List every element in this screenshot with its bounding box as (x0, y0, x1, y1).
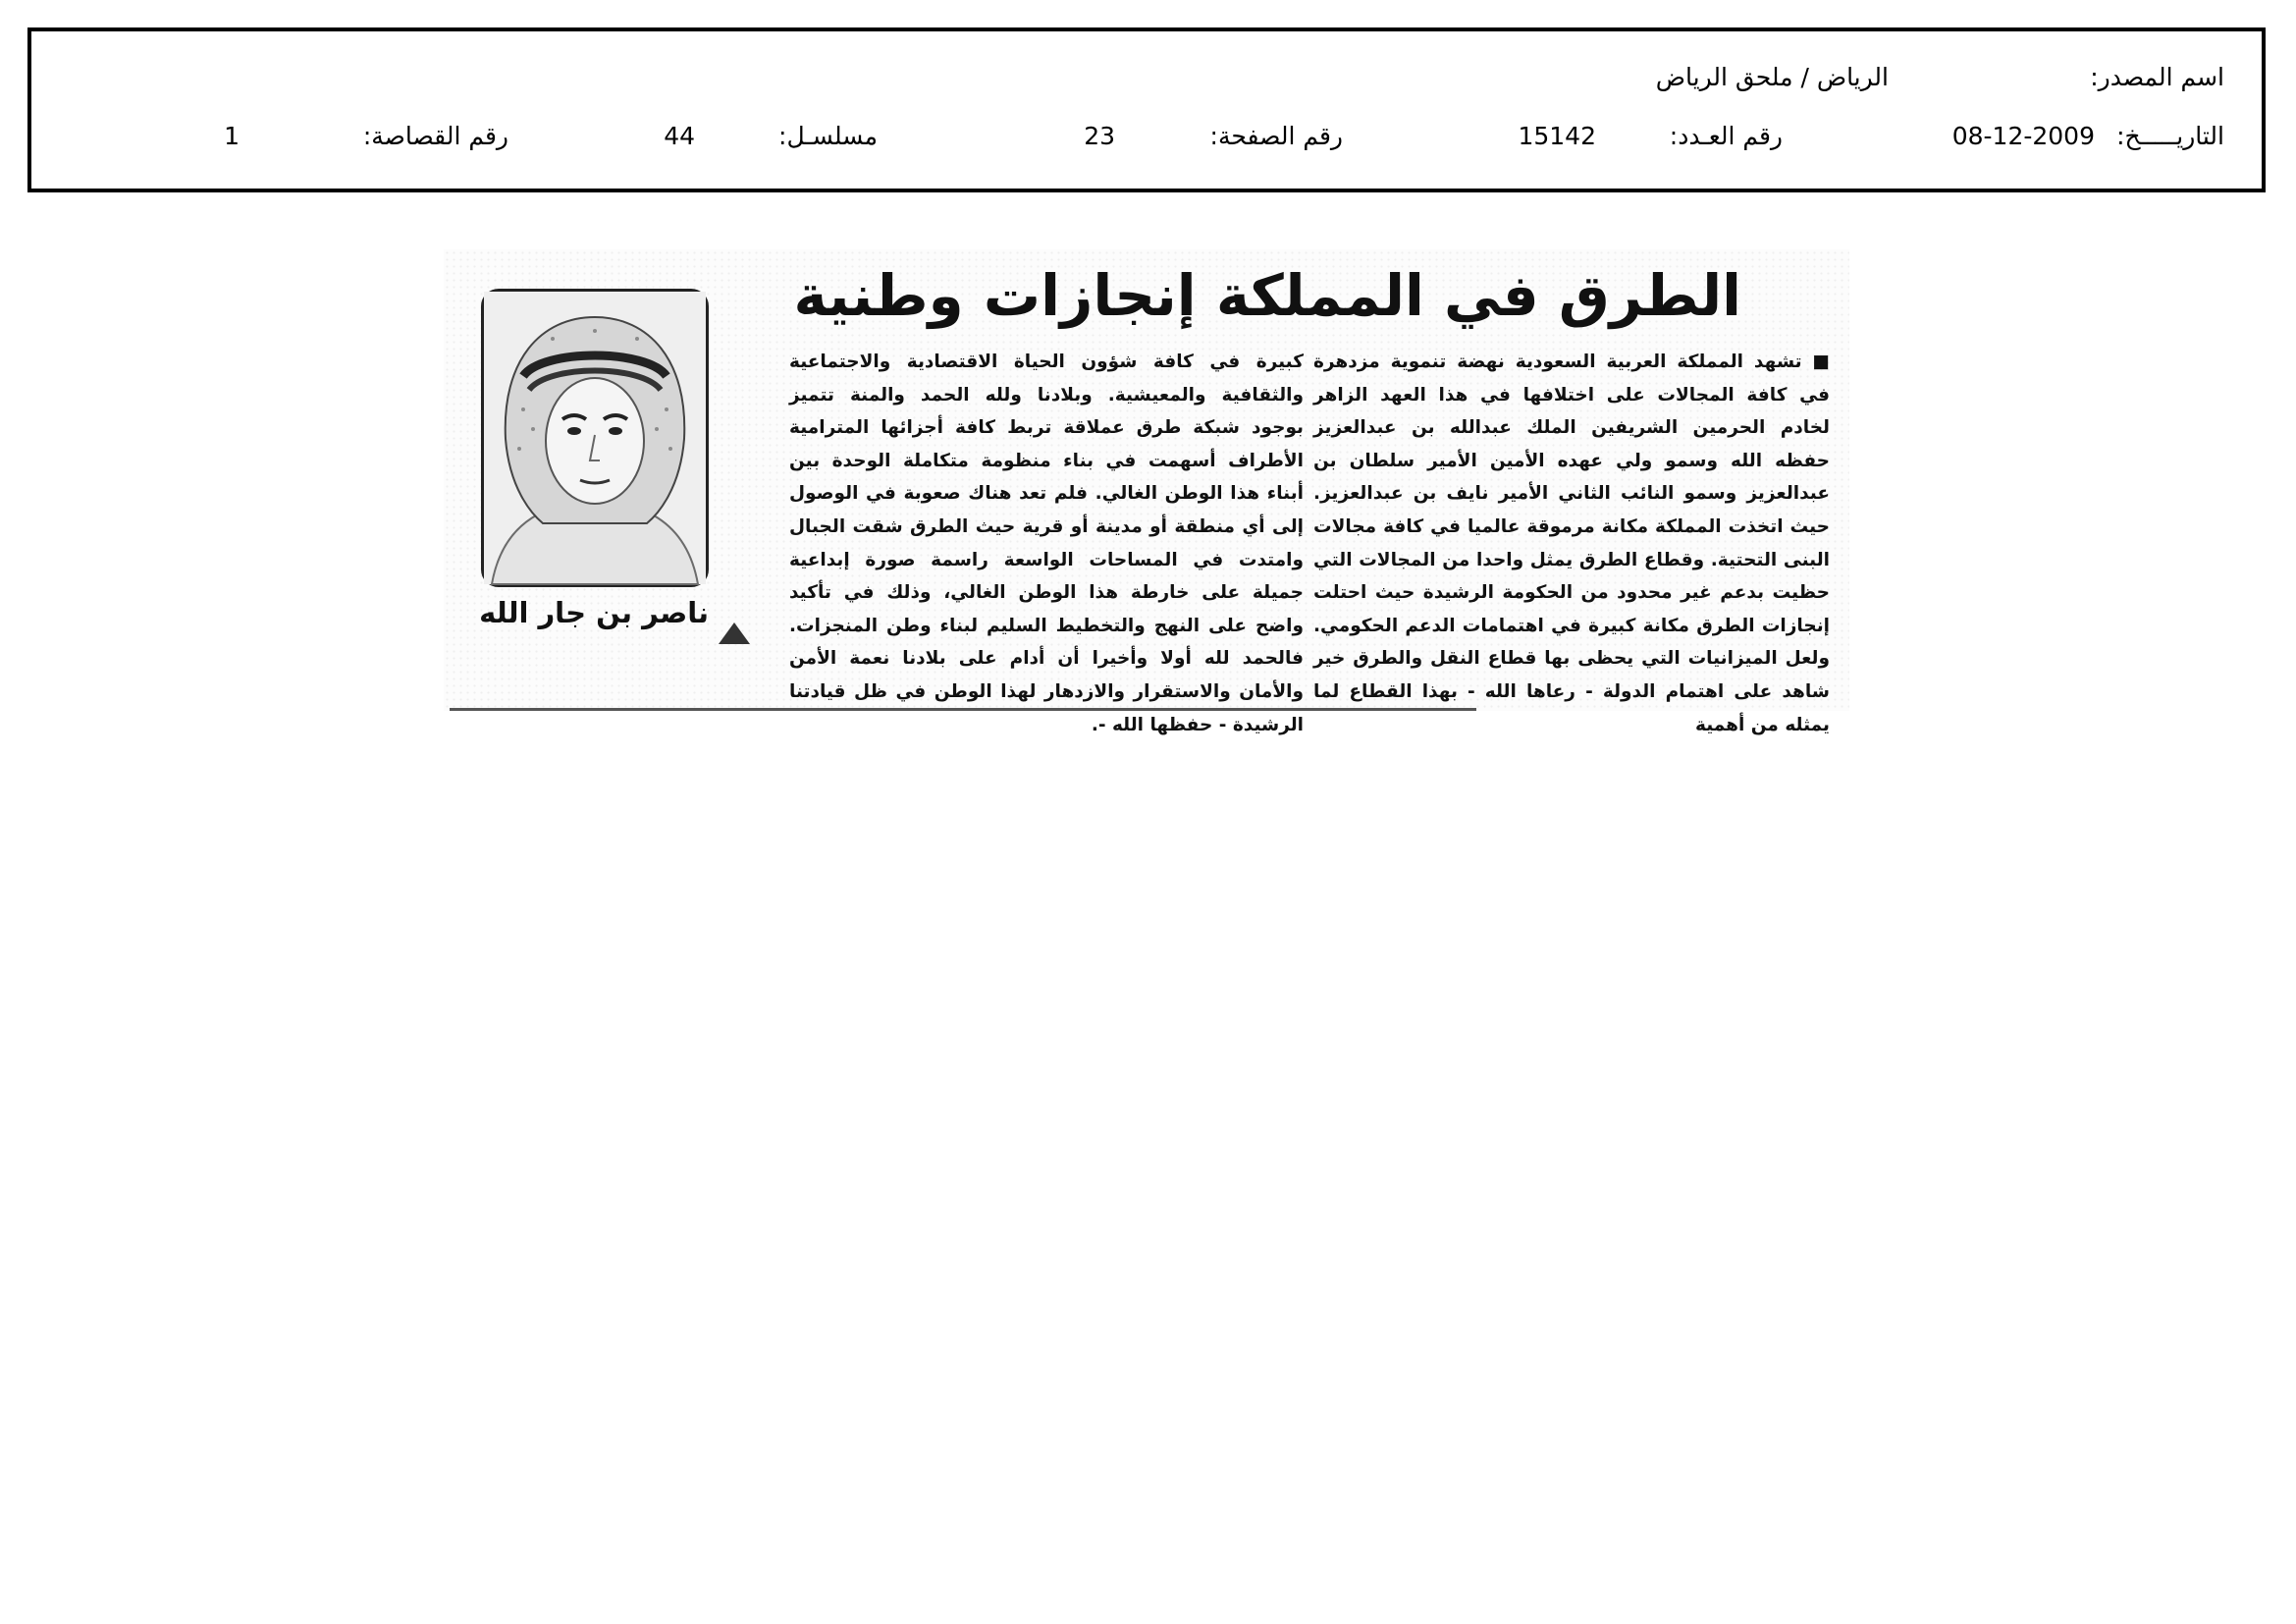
author-photo (481, 289, 709, 587)
issue-label: رقم العـدد: (1669, 122, 1783, 150)
date-label: التاريـــــخ: (2116, 122, 2224, 150)
clipping-bottom-rule (450, 708, 1476, 711)
article-column-2: كبيرة في كافة شؤون الحياة الاقتصادية والاجتماعية والثقافية والمعيشية. وبلادنا ولله الحمد والمنة تتميز بوجود شبكة طرق عملاقة تربط كافة أجزائها المترامية الأطراف أسهمت في بناء منظومة متكاملة الوحدة بين أبناء هذا الوطن الغالي. فلم تعد هناك صعوبة في الوصول إلى أي منطقة أو مدينة أو قرية حيث الطرق شقت الجبال وامتدت في المساحات الواسعة راسمة صورة إبداعية جميلة على خارطة هذا الوطن الغالي، وذلك في تأكيد واضح على النهج والتخطيط السليم لبناء وطن المنجزات. فالحمد لله أولا وأخيرا أن أدام على بلادنا نعمة الأمن والأمان والاستقرار والازدهار لهذا الوطن في ظل قيادتنا الرشيدة - حفظها الله -. (789, 352, 1304, 735)
clip-number-label: رقم القصاصة: (362, 122, 508, 150)
source-value: الرياض / ملحق الرياض (1655, 63, 1889, 91)
article-column-1: ■ تشهد المملكة العربية السعودية نهضة تنموية مزدهرة في كافة المجالات على اختلافها في هذا العهد الزاهر لخادم الحرمين الشريفين الملك عبدالله بن عبدالعزيز حفظه الله وسمو ولي عهده الأمين الأمير سلطان بن عبدالعزيز وسمو النائب الثاني الأمير نايف بن عبدالعزيز. حيث اتخذت المملكة مكانة مرموقة عالميا في كافة مجالات البنى التحتية. وقطاع الطرق يمثل واحدا من المجالات التي حظيت بدعم غير محدود من الحكومة الرشيدة حيث احتلت إنجازات الطرق مكانة كبيرة في اهتمامات الدعم الحكومي. ولعل الميزانيات التي يحظى بها قطاع النقل والطرق خير شاهد على اهتمام الدولة - رعاها الله - بهذا القطاع لما يمثله من أهمية (1313, 352, 1830, 735)
author-box (471, 289, 717, 640)
triangle-marker-icon (719, 623, 750, 644)
date-value: 08-12-2009 (1951, 122, 2095, 150)
article-headline: الطرق في المملكة إنجازات وطنية (793, 262, 1741, 329)
clip-number-value: 1 (224, 122, 240, 150)
page-label: رقم الصفحة: (1209, 122, 1343, 150)
serial-label: مسلسـل: (778, 122, 878, 150)
issue-value: 15142 (1518, 122, 1596, 150)
source-label: اسم المصدر: (2090, 63, 2224, 91)
page-value: 23 (1084, 122, 1115, 150)
serial-value: 44 (664, 122, 695, 150)
metadata-header (27, 27, 2266, 192)
article-clipping (444, 249, 1849, 735)
author-name: ناصر بن جار الله (479, 596, 709, 629)
